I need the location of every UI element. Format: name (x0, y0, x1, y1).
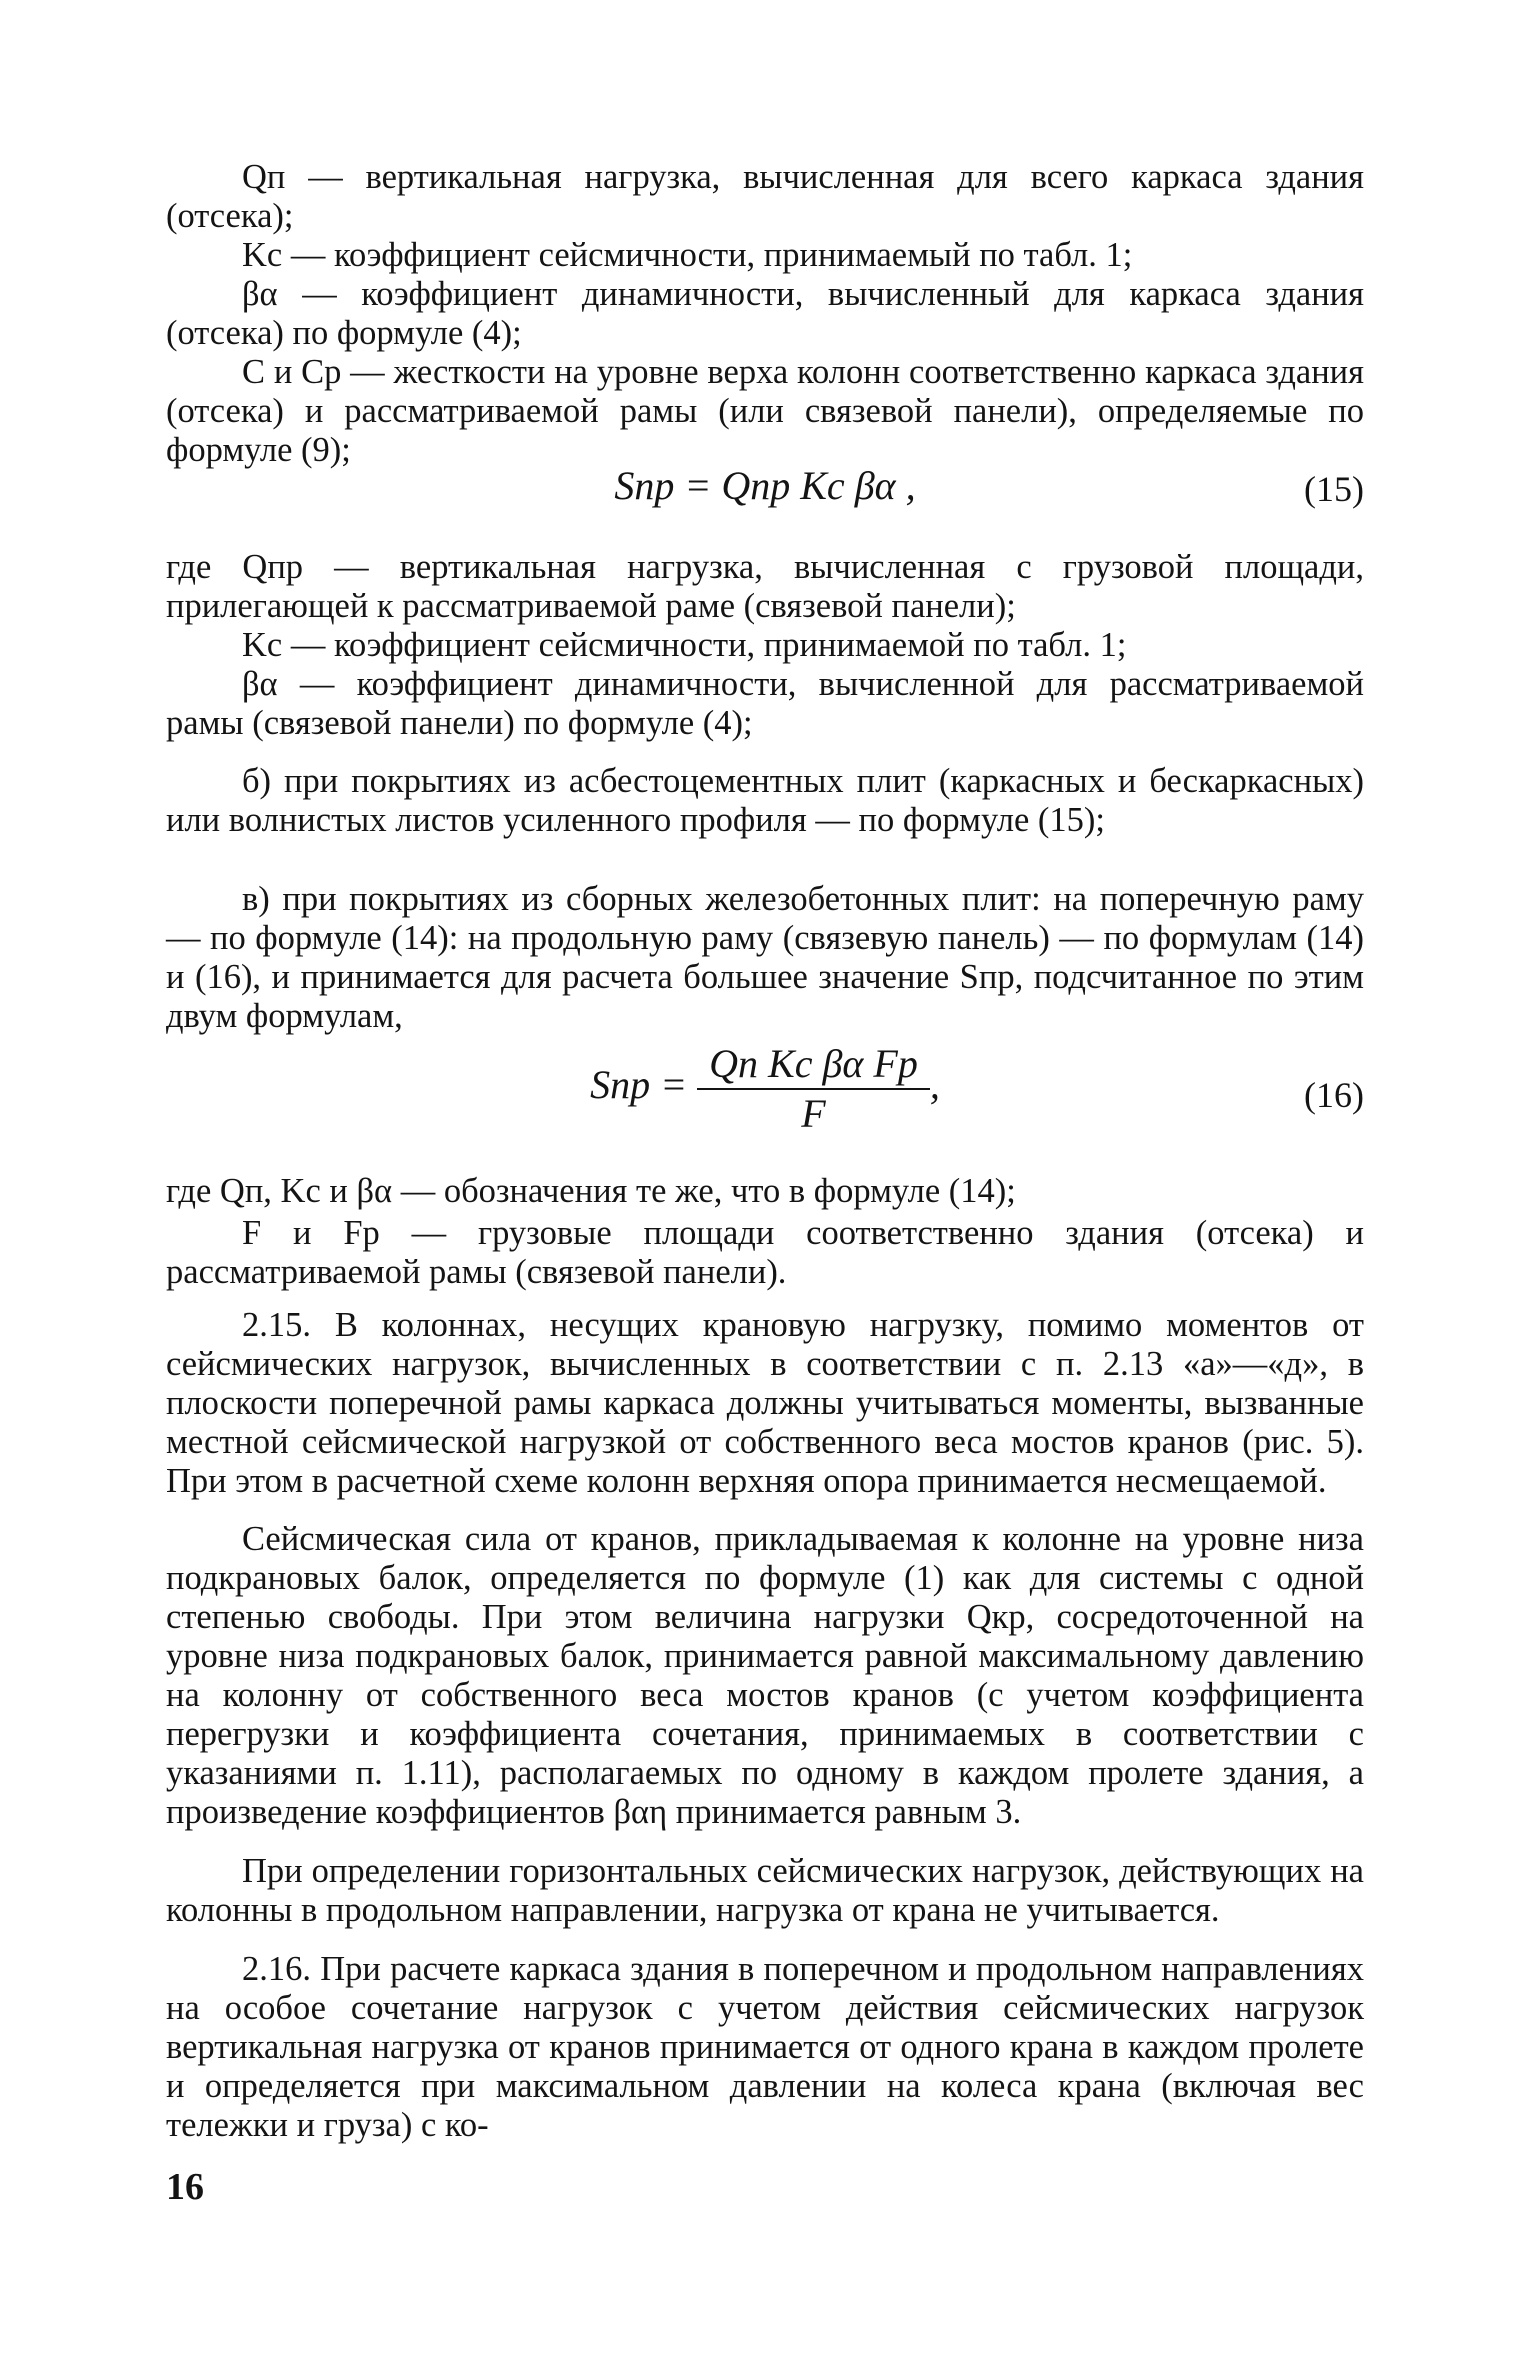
paragraph-f-fp-definition: F и Fр — грузовые площади соответственно здания (отсека) и рассматриваемой рамы (связевой панели). (166, 1214, 1364, 1291)
paragraph-beta-definition: βα — коэффициент динамичности, вычисленный для каркаса здания (отсека) по формуле (4); (166, 275, 1364, 352)
paragraph-crane-seismic-force: Сейсмическая сила от кранов, прикладываемая к колонне на уровне низа подкрановых балок, определяется по формуле (1) как для системы с одной степенью свободы. При этом величина нагрузки Qкр, сосредоточенной на уровне низа подкрановых балок, принимается равной максимальному давлению на колонну от собственного веса мостов кранов (с учетом коэффициента перегрузки и коэффициента сочетания, принимаемых в соответствии с указаниями п. 1.11), располагаемых по одному в каждом пролете здания, а произведение коэффициентов βαη принимается равным 3. (166, 1520, 1364, 1831)
formula-15 (166, 463, 1364, 526)
formula-16-numerator: Qп Kс βα Fр (697, 1040, 930, 1090)
paragraph-where-16: где Qп, Kс и βα — обозначения те же, что в формуле (14); (166, 1172, 1016, 1210)
formula-16-denominator: F (801, 1091, 826, 1136)
paragraph-section-2-15: 2.15. В колоннах, несущих крановую нагрузку, помимо моментов от сейсмических нагрузок, вычисленных в соответствии с п. 2.13 «а»—«д», в плоскости поперечной рамы каркаса должны учитываться моменты, вызванные местной сейсмической нагрузкой от собственного веса мостов кранов (рис. 5). При этом в расчетной схеме колонн верхняя опора принимается несмещаемой. (166, 1306, 1364, 1500)
paragraph-longitudinal-loads: При определении горизонтальных сейсмических нагрузок, действующих на колонны в продольном направлении, нагрузка от крана не учитывается. (166, 1852, 1364, 1929)
formula-15-number: (15) (1304, 469, 1364, 509)
paragraph-stiffness-definition: C и Cр — жесткости на уровне верха колонн соответственно каркаса здания (отсека) и рассматриваемой рамы (или связевой панели), определяемые по формуле (9); (166, 353, 1364, 469)
paragraph-item-b: б) при покрытиях из асбестоцементных плит (каркасных и бескаркасных) или волнистых листов усиленного профиля — по формуле (15); (166, 762, 1364, 839)
page-number: 16 (166, 2166, 204, 2208)
paragraph-kc-definition-2: Kс — коэффициент сейсмичности, принимаемой по табл. 1; (242, 626, 1127, 664)
paragraph-kc-definition: Kс — коэффициент сейсмичности, принимаемый по табл. 1; (242, 236, 1133, 274)
paragraph-beta-definition-2: βα — коэффициент динамичности, вычисленной для рассматриваемой рамы (связевой панели) по формуле (4); (166, 665, 1364, 742)
formula-16-lhs: Sпр = (590, 1062, 688, 1108)
formula-16-fraction (697, 1040, 930, 1138)
paragraph-qn-definition: Qп — вертикальная нагрузка, вычисленная для всего каркаса здания (отсека); (166, 158, 1364, 235)
paragraph-section-2-16: 2.16. При расчете каркаса здания в поперечном и продольном направлениях на особое сочетание нагрузок с учетом действия сейсмических нагрузок вертикальная нагрузка от кранов принимается от одного крана в каждом пролете и определяется при максимальном давлении на колеса крана (включая вес тележки и груза) с ко- (166, 1950, 1364, 2144)
formula-16: Sпр = $\frac{\text{Qп Kс βα Fр}}{F}$ , (16) (590, 1041, 1364, 1136)
paragraph-where-qpn: где Qпр — вертикальная нагрузка, вычисленная с грузовой площади, прилегающей к рассматриваемой раме (связевой панели); (166, 548, 1364, 625)
paragraph-item-v: в) при покрытиях из сборных железобетонных плит: на поперечную раму — по формуле (14): на продольную раму (связевую панель) — по формулам (14) и (16), и принимается для расчета большее значение Sпр, подсчитанное по этим двум формулам, (166, 880, 1364, 1035)
formula-16-number: (16) (1304, 1075, 1364, 1115)
formula-15-expression: Sпр = Qпр Kс βα , (614, 463, 916, 508)
